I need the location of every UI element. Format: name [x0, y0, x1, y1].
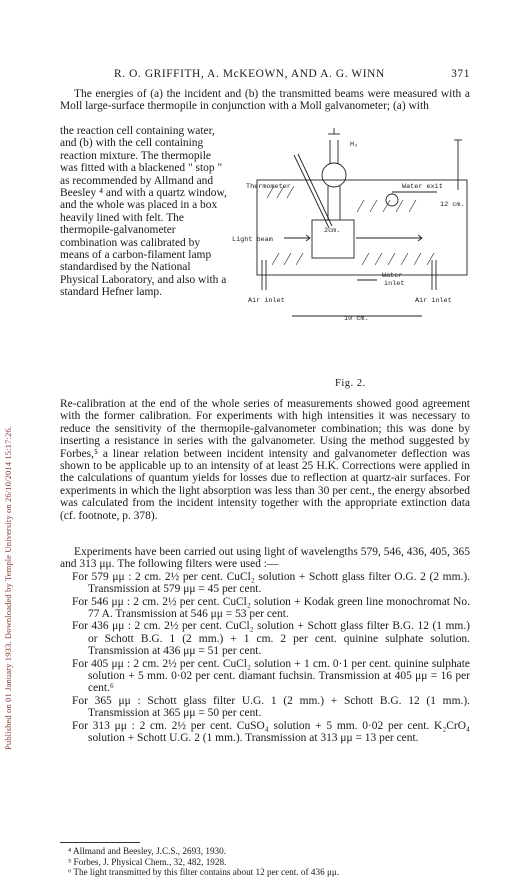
filter-item: For 579 μμ : 2 cm. 2½ per cent. CuCl₂ solution + Schott glass filter O.G. 2 (2 mm.). Transmission at 579 μμ = 45 per cent. [72, 570, 470, 596]
figure-caption: Fig. 2. [335, 378, 366, 389]
continuation-paragraph: Re-calibration at the end of the whole series of measurements showed good agreement with the former calibration. For experiments with high intensities it was necessary to reduce the sensitivity of the thermopile-galvanometer combination; this was done by inserting a resistance in series with the galvanometer. Using the method suggested by Forbes,⁵ a linear relation between incident intensity and galvanometer deflection was shown to be applicable up to an intensity of at least 25 H.K. Corrections were applied in the calculations of quantum yields for losses due to reflection at quartz-air surfaces. For experiments in which the light absorption was less than 30 per cent., the energy absorbed was calculated from the incident intensity together with the appropriate extinction data (cf. footnote, p. 378). [60, 398, 470, 522]
footnote: ⁵ Forbes, J. Physical Chem., 32, 482, 1928. [68, 856, 227, 867]
label-12cm: 12 cm. [440, 201, 465, 209]
outer-water-bath [257, 180, 467, 275]
thermometer [294, 155, 329, 228]
label-water: Water [382, 272, 403, 280]
label-light-beam: Light beam [232, 236, 273, 244]
intro-paragraph: The energies of (a) the incident and (b) the transmitted beams were measured with a Moll large-surface thermopile in conjunction with a Moll galvanometer; (a) with [60, 88, 470, 113]
label-air-inlet-left: Air inlet [248, 297, 285, 305]
flask-bulb [322, 163, 346, 187]
download-watermark: Published on 01 January 1933. Downloaded by Temple University on 26/10/2014 15:17:26. [3, 425, 13, 750]
label-thermometer: Thermometer [246, 183, 291, 191]
experiments-intro: Experiments have been carried out using light of wavelengths 579, 546, 436, 405, 365 and 313 μμ. The following filters were used :— [60, 546, 470, 571]
footnote: ⁶ The light transmitted by this filter contains about 12 per cent. of 436 μμ. [68, 867, 340, 878]
label-inlet: inlet [384, 280, 405, 288]
page-number: 371 [451, 68, 470, 80]
label-h2: H₂ [350, 141, 359, 149]
filter-item: For 546 μμ : 2 cm. 2½ per cent. CuCl₂ solution + Kodak green line monochromat No. 77 A. Transmission at 546 μμ = 53 per cent. [72, 595, 470, 621]
reaction-cell [312, 220, 354, 258]
label-10cm: 10 cm. [344, 315, 369, 323]
footnotes [60, 846, 470, 878]
footnote-rule [60, 842, 140, 843]
label-water-exit: Water exit [402, 183, 443, 191]
label-2cm: 2cm. [324, 227, 341, 235]
filter-item: For 436 μμ : 2 cm. 2½ per cent. CuCl₂ solution + Schott glass filter B.G. 12 (1 mm.) or Schott B.G. 1 (2 mm.) + 1 cm. 2 per cent. quinine sulphate solution. Transmission at 436 μμ = 51 per cent. [72, 620, 470, 658]
filter-list [60, 546, 470, 745]
apparatus-figure [232, 120, 472, 390]
filter-item: For 313 μμ : 2 cm. 2½ per cent. CuSO₄ solution + 5 mm. 0·02 per cent. K₂CrO₄ solution + Schott U.G. 2 (1 mm.). Transmission at 313 μμ = 13 per cent. [72, 719, 470, 745]
wrapped-paragraph: the reaction cell containing water, and (b) with the cell containing reaction mixture. The thermopile was fitted with a blackened " stop " as recommended by Allmand and Beesley ⁴ and with a quartz window, and the whole was placed in a box heavily lined with felt. The thermopile-galvanometer combination was calibrated by means of a carbon-filament lamp standardised by the National Physical Laboratory, and also with a standard Hefner lamp. [60, 125, 227, 299]
label-air-inlet-right: Air inlet [415, 297, 452, 305]
filter-item: For 405 μμ : 2 cm. 2½ per cent. CuCl₂ solution + 1 cm. 0·1 per cent. quinine sulphate solution + 5 mm. 0·02 per cent. diamant fuchsin. Transmission at 405 μμ = 16 per cent.⁶ [72, 657, 470, 695]
footnote: ⁴ Allmand and Beesley, J.C.S., 2693, 1930. [68, 846, 227, 856]
filter-item: For 365 μμ : Schott glass filter U.G. 1 (2 mm.) + Schott B.G. 12 (1 mm.). Transmission at 365 μμ = 50 per cent. [72, 694, 470, 720]
header-authors: R. O. GRIFFITH, A. McKEOWN, AND A. G. WINN [114, 68, 385, 80]
